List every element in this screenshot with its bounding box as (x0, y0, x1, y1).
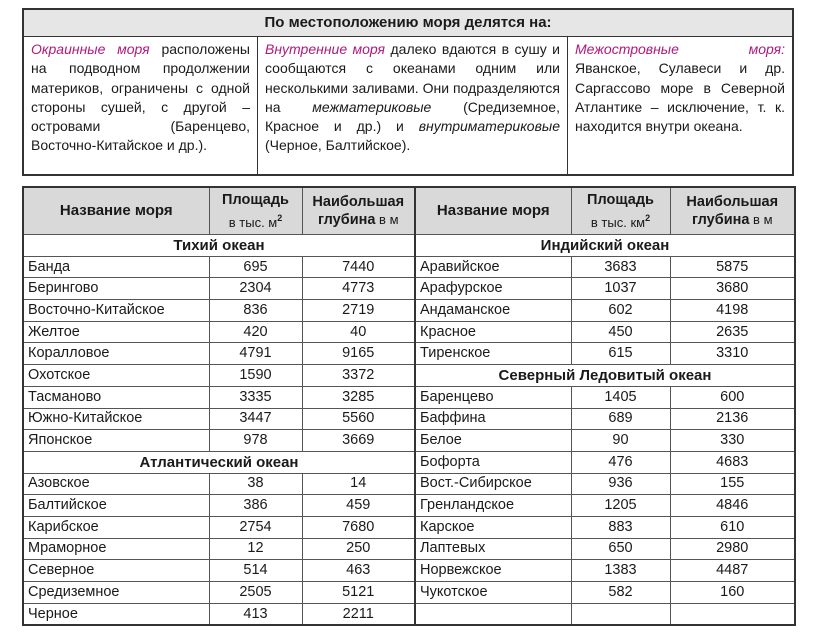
table-row (23, 495, 795, 517)
sea-area-right: 3683 (571, 256, 670, 278)
table-row (23, 278, 795, 300)
interisland-seas-text: Яванское, Сулавеси и др. Саргассово море в Северной Атлантике – исключение, т. к. находится внутри океана. (575, 60, 785, 135)
marginal-seas-term: Окраинные моря (31, 41, 150, 57)
table-row (23, 473, 795, 495)
sea-name-right: Красное (415, 321, 571, 343)
table-header-row (23, 187, 795, 235)
table-row (23, 365, 795, 387)
sea-area-left: 12 (209, 538, 302, 560)
sea-name-left: Северное (23, 560, 209, 582)
area-unit-sup: 2 (645, 212, 651, 223)
depth-unit: в м (749, 212, 773, 227)
sea-depth-right: 2635 (670, 321, 795, 343)
inland-seas-cell (257, 37, 567, 175)
intracontinental-term: внутриматериковые (418, 118, 560, 135)
table-row (23, 582, 795, 604)
sea-name-right: Вост.-Сибирское (415, 473, 571, 495)
col-header-area-left (209, 187, 302, 235)
sea-area-right: 615 (571, 343, 670, 365)
intercontinental-term: межматериковые (312, 98, 432, 115)
sea-name-left: Берингово (23, 278, 209, 300)
col-header-area-right (571, 187, 670, 235)
sea-name-left: Азовское (23, 473, 209, 495)
sea-area-right: 450 (571, 321, 670, 343)
section-title-left: Тихий океан (23, 235, 415, 257)
sea-name-left: Коралловое (23, 343, 209, 365)
sea-area-right: 1037 (571, 278, 670, 300)
area-unit: в тыс. км (590, 214, 646, 230)
sea-name-left: Южно-Китайское (23, 408, 209, 430)
table-row (23, 516, 795, 538)
sea-area-left: 420 (209, 321, 302, 343)
sea-area-right: 936 (571, 473, 670, 495)
sea-name-left: Банда (23, 256, 209, 278)
sea-area-right: 1205 (571, 495, 670, 517)
sea-area-right: 602 (571, 300, 670, 322)
area-label: Площадь (587, 191, 654, 208)
sea-name-right: Гренландское (415, 495, 571, 517)
sea-area-left: 2304 (209, 278, 302, 300)
sea-area-left: 4791 (209, 343, 302, 365)
sea-area-right: 476 (571, 451, 670, 473)
sea-name-right: Белое (415, 430, 571, 452)
sea-area-right: 1405 (571, 386, 670, 408)
table-row (23, 603, 795, 625)
table-row (23, 408, 795, 430)
col-header-name-right: Название моря (415, 187, 571, 235)
empty-cell (670, 603, 795, 625)
sea-depth-left: 3372 (302, 365, 415, 387)
table-row (23, 430, 795, 452)
depth-label: Наибольшая (312, 194, 405, 210)
sea-depth-right: 600 (670, 386, 795, 408)
sea-area-left: 1590 (209, 365, 302, 387)
inland-seas-term: Внутренние моря (265, 41, 386, 57)
sea-area-left: 38 (209, 473, 302, 495)
table-row (23, 451, 795, 473)
sea-area-right: 689 (571, 408, 670, 430)
depth-label-2: глубина (317, 212, 376, 228)
sea-depth-left: 250 (302, 538, 415, 560)
sea-depth-left: 5121 (302, 582, 415, 604)
area-label: Площадь (222, 191, 289, 208)
sea-depth-right: 5875 (670, 256, 795, 278)
sea-name-right: Чукотское (415, 582, 571, 604)
sea-depth-left: 7680 (302, 516, 415, 538)
sea-name-right: Карское (415, 516, 571, 538)
inland-seas-text-2: (Средиземное, Красное и др.) и (265, 98, 560, 135)
empty-cell (571, 603, 670, 625)
classification-table (22, 8, 794, 176)
sea-depth-right: 2980 (670, 538, 795, 560)
sea-name-right: Лаптевых (415, 538, 571, 560)
sea-depth-right: 610 (670, 516, 795, 538)
marginal-seas-text: расположены на подводном продолжении материков, ограничены с одной стороны сушей, с другой – островами (Баренцево, Восточно-Китайское и др.). (31, 41, 250, 154)
sea-name-right: Баффина (415, 408, 571, 430)
table-row (23, 235, 795, 257)
sea-area-right: 90 (571, 430, 670, 452)
sea-depth-left: 5560 (302, 408, 415, 430)
table-row (23, 560, 795, 582)
sea-name-right: Бофорта (415, 451, 571, 473)
sea-depth-right: 155 (670, 473, 795, 495)
sea-depth-right: 4846 (670, 495, 795, 517)
sea-name-right: Тиренское (415, 343, 571, 365)
sea-depth-left: 40 (302, 321, 415, 343)
depth-label-2: глубина (691, 212, 750, 228)
sea-area-right: 883 (571, 516, 670, 538)
section-title-left: Атлантический океан (23, 451, 415, 473)
sea-area-left: 2754 (209, 516, 302, 538)
sea-name-right: Норвежское (415, 560, 571, 582)
sea-name-left: Карибское (23, 516, 209, 538)
seas-table (22, 186, 796, 626)
area-unit: в тыс. м (228, 214, 278, 230)
depth-unit: в м (375, 212, 399, 227)
sea-name-right: Андаманское (415, 300, 571, 322)
sea-depth-right: 3310 (670, 343, 795, 365)
sea-name-left: Тасманово (23, 386, 209, 408)
sea-depth-left: 7440 (302, 256, 415, 278)
sea-area-left: 386 (209, 495, 302, 517)
sea-name-left: Балтийское (23, 495, 209, 517)
sea-area-right: 582 (571, 582, 670, 604)
sea-name-left: Охотское (23, 365, 209, 387)
sea-area-left: 836 (209, 300, 302, 322)
depth-label: Наибольшая (686, 194, 779, 210)
table-row (23, 538, 795, 560)
sea-name-left: Черное (23, 603, 209, 625)
sea-depth-right: 2136 (670, 408, 795, 430)
sea-name-left: Мраморное (23, 538, 209, 560)
table-row (23, 343, 795, 365)
section-title-right: Индийский океан (415, 235, 795, 257)
sea-depth-left: 9165 (302, 343, 415, 365)
sea-area-right: 1383 (571, 560, 670, 582)
sea-depth-left: 3285 (302, 386, 415, 408)
table-row (23, 256, 795, 278)
col-header-name-left: Название моря (23, 187, 209, 235)
sea-depth-right: 330 (670, 430, 795, 452)
sea-depth-right: 4683 (670, 451, 795, 473)
table-row (23, 300, 795, 322)
sea-area-left: 3335 (209, 386, 302, 408)
section-title-right: Северный Ледовитый океан (415, 365, 795, 387)
sea-area-left: 978 (209, 430, 302, 452)
interisland-seas-cell (567, 37, 792, 175)
table-row (23, 386, 795, 408)
marginal-seas-cell (24, 37, 257, 175)
sea-depth-right: 160 (670, 582, 795, 604)
sea-name-left: Японское (23, 430, 209, 452)
sea-area-right: 650 (571, 538, 670, 560)
inland-seas-text: далеко вдаются в сушу и сообщаются с океанами одним или несколькими заливами. Они подразделяются на (265, 41, 560, 115)
sea-name-right: Арафурское (415, 278, 571, 300)
sea-depth-left: 459 (302, 495, 415, 517)
interisland-seas-term: Межостровные моря: (575, 41, 785, 57)
sea-area-left: 695 (209, 256, 302, 278)
classification-header: По местоположению моря делятся на: (24, 10, 792, 37)
sea-depth-right: 3680 (670, 278, 795, 300)
sea-name-left: Желтое (23, 321, 209, 343)
sea-depth-left: 2719 (302, 300, 415, 322)
sea-area-left: 3447 (209, 408, 302, 430)
empty-cell (415, 603, 571, 625)
sea-depth-left: 3669 (302, 430, 415, 452)
table-row (23, 321, 795, 343)
sea-name-left: Восточно-Китайское (23, 300, 209, 322)
area-unit-sup: 2 (277, 212, 283, 223)
col-header-depth-left (302, 187, 415, 235)
sea-depth-left: 463 (302, 560, 415, 582)
sea-name-right: Аравийское (415, 256, 571, 278)
col-header-depth-right (670, 187, 795, 235)
sea-area-left: 2505 (209, 582, 302, 604)
sea-depth-right: 4198 (670, 300, 795, 322)
sea-depth-left: 14 (302, 473, 415, 495)
sea-area-left: 413 (209, 603, 302, 625)
sea-depth-right: 4487 (670, 560, 795, 582)
sea-name-right: Баренцево (415, 386, 571, 408)
sea-area-left: 514 (209, 560, 302, 582)
sea-depth-left: 2211 (302, 603, 415, 625)
sea-name-left: Средиземное (23, 582, 209, 604)
inland-seas-text-3: (Черное, Балтийское). (265, 137, 411, 154)
sea-depth-left: 4773 (302, 278, 415, 300)
